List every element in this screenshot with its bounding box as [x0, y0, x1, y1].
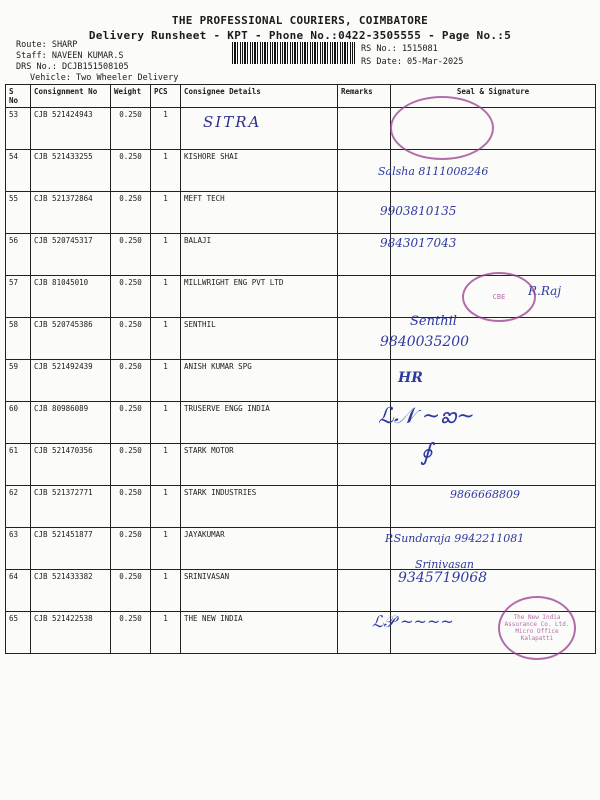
signature-row-58-name: Senthil [410, 314, 457, 329]
cell-remarks [338, 402, 391, 444]
signature-scribble-row-60: ℒ𝒩 ~ఐ~ [378, 404, 475, 429]
cell-weight: 0.250 [111, 612, 151, 654]
table-header-row [6, 85, 596, 108]
cell-consignee: MILLWRIGHT ENG PVT LTD [181, 276, 338, 318]
cell-remarks [338, 234, 391, 276]
cell-weight: 0.250 [111, 276, 151, 318]
col-sno: S No [6, 85, 31, 108]
cell-consignment-no: CJB 521424943 [31, 108, 111, 150]
cell-pcs: 1 [151, 192, 181, 234]
cell-remarks [338, 612, 391, 654]
cell-sno: 63 [6, 528, 31, 570]
signature-row-55: 9903810135 [380, 204, 457, 218]
cell-pcs: 1 [151, 150, 181, 192]
cell-consignment-no: CJB 521451877 [31, 528, 111, 570]
cell-seal-signature [391, 234, 596, 276]
stamp-cbe: CBE [462, 272, 536, 322]
cell-remarks [338, 150, 391, 192]
cell-pcs: 1 [151, 234, 181, 276]
cell-pcs: 1 [151, 402, 181, 444]
cell-remarks [338, 108, 391, 150]
cell-consignee: THE NEW INDIA [181, 612, 338, 654]
cell-pcs: 1 [151, 318, 181, 360]
stamp-new-india: The New India Assurance Co. Ltd. Micro Office Kalapatti [498, 596, 576, 660]
cell-seal-signature [391, 318, 596, 360]
col-consignment: Consignment No [31, 85, 111, 108]
cell-pcs: 1 [151, 360, 181, 402]
col-pcs: PCS [151, 85, 181, 108]
cell-weight: 0.250 [111, 234, 151, 276]
cell-consignee: ANISH KUMAR SPG [181, 360, 338, 402]
cell-sno: 58 [6, 318, 31, 360]
cell-consignment-no: CJB 521372864 [31, 192, 111, 234]
cell-consignee: SRINIVASAN [181, 570, 338, 612]
stamp-top [390, 96, 494, 160]
signature-row-57: R.Raj [528, 284, 562, 298]
table-row [6, 318, 596, 360]
col-seal-signature: Seal & Signature [391, 85, 596, 108]
cell-weight: 0.250 [111, 444, 151, 486]
cell-sno: 62 [6, 486, 31, 528]
cell-sno: 64 [6, 570, 31, 612]
cell-weight: 0.250 [111, 402, 151, 444]
cell-seal-signature [391, 486, 596, 528]
signature-scribble-row-61: ∮ [420, 438, 433, 466]
cell-weight: 0.250 [111, 528, 151, 570]
cell-pcs: 1 [151, 108, 181, 150]
table-row [6, 528, 596, 570]
cell-sno: 60 [6, 402, 31, 444]
cell-remarks [338, 318, 391, 360]
cell-remarks [338, 360, 391, 402]
signature-row-56: 9843017043 [380, 236, 457, 250]
cell-seal-signature [391, 360, 596, 402]
cell-pcs: 1 [151, 612, 181, 654]
runsheet-subtitle: Delivery Runsheet - KPT - Phone No.:0422-3505555 - Page No.:5 [88, 29, 512, 42]
cell-seal-signature [391, 192, 596, 234]
cell-weight: 0.250 [111, 108, 151, 150]
cell-consignee: MEFT TECH [181, 192, 338, 234]
cell-sno: 59 [6, 360, 31, 402]
col-weight: Weight [111, 85, 151, 108]
cell-weight: 0.250 [111, 486, 151, 528]
signature-row-58-phone: 9840035200 [380, 334, 470, 350]
table-row [6, 234, 596, 276]
cell-consignment-no: CJB 520745317 [31, 234, 111, 276]
signature-scribble-row-65: ℒ𝒫 ~~~~ [372, 612, 454, 631]
signature-row-64-name: Srinivasan [415, 558, 474, 571]
signature-row-63: P.Sundaraja 9942211081 [385, 532, 525, 545]
signature-row-59: HR [398, 370, 423, 386]
cell-sno: 65 [6, 612, 31, 654]
cell-pcs: 1 [151, 444, 181, 486]
cell-remarks [338, 570, 391, 612]
signature-row-54: Salsha 8111008246 [378, 165, 489, 178]
staff-label: Staff: NAVEEN KUMAR.S [16, 51, 124, 61]
cell-sno: 57 [6, 276, 31, 318]
signature-row-64-phone: 9345719068 [398, 570, 488, 586]
cell-sno: 55 [6, 192, 31, 234]
cell-consignee: BALAJI [181, 234, 338, 276]
cell-remarks [338, 486, 391, 528]
company-title: THE PROFESSIONAL COURIERS, COIMBATORE [171, 14, 429, 27]
cell-pcs: 1 [151, 570, 181, 612]
cell-sno: 61 [6, 444, 31, 486]
cell-weight: 0.250 [111, 570, 151, 612]
cell-weight: 0.250 [111, 318, 151, 360]
cell-remarks [338, 192, 391, 234]
barcode [232, 42, 355, 64]
table-row [6, 192, 596, 234]
cell-consignment-no: CJB 521422538 [31, 612, 111, 654]
runsheet-table [5, 84, 596, 654]
handwritten-consignee: SITRA [203, 113, 262, 131]
cell-consignment-no: CJB 81045010 [31, 276, 111, 318]
cell-sno: 56 [6, 234, 31, 276]
cell-pcs: 1 [151, 276, 181, 318]
cell-seal-signature [391, 402, 596, 444]
table-row [6, 570, 596, 612]
table-row [6, 108, 596, 150]
cell-pcs: 1 [151, 528, 181, 570]
table-row [6, 486, 596, 528]
table-row [6, 150, 596, 192]
vehicle-label: Vehicle: Two Wheeler Delivery [30, 73, 179, 83]
cell-consignment-no: CJB 521433255 [31, 150, 111, 192]
cell-sno: 53 [6, 108, 31, 150]
col-remarks: Remarks [338, 85, 391, 108]
cell-weight: 0.250 [111, 150, 151, 192]
rs-number: RS No.: 1515081 [361, 44, 438, 54]
cell-consignee: SENTHIL [181, 318, 338, 360]
cell-consignment-no: CJB 520745386 [31, 318, 111, 360]
cell-remarks [338, 528, 391, 570]
cell-consignment-no: CJB 521372771 [31, 486, 111, 528]
cell-remarks [338, 444, 391, 486]
table-row [6, 444, 596, 486]
table-row [6, 402, 596, 444]
cell-seal-signature [391, 528, 596, 570]
cell-consignee: STARK INDUSTRIES [181, 486, 338, 528]
cell-consignment-no: CJB 521492439 [31, 360, 111, 402]
drs-number: DRS No.: DCJB151508105 [16, 62, 129, 72]
cell-pcs: 1 [151, 486, 181, 528]
cell-consignee: STARK MOTOR [181, 444, 338, 486]
cell-consignee: JAYAKUMAR [181, 528, 338, 570]
signature-row-62: 9866668809 [450, 488, 520, 501]
cell-consignment-no: CJB 521433382 [31, 570, 111, 612]
route-label: Route: SHARP [16, 40, 78, 50]
cell-weight: 0.250 [111, 360, 151, 402]
cell-consignee [181, 108, 338, 150]
cell-consignee: KISHORE SHAI [181, 150, 338, 192]
cell-weight: 0.250 [111, 192, 151, 234]
cell-consignment-no: CJB 521470356 [31, 444, 111, 486]
col-consignee: Consignee Details [181, 85, 338, 108]
table-row [6, 360, 596, 402]
cell-remarks [338, 276, 391, 318]
cell-sno: 54 [6, 150, 31, 192]
cell-seal-signature [391, 444, 596, 486]
rs-date: RS Date: 05-Mar-2025 [361, 57, 464, 67]
cell-consignee: TRUSERVE ENGG INDIA [181, 402, 338, 444]
cell-consignment-no: CJB 80986089 [31, 402, 111, 444]
